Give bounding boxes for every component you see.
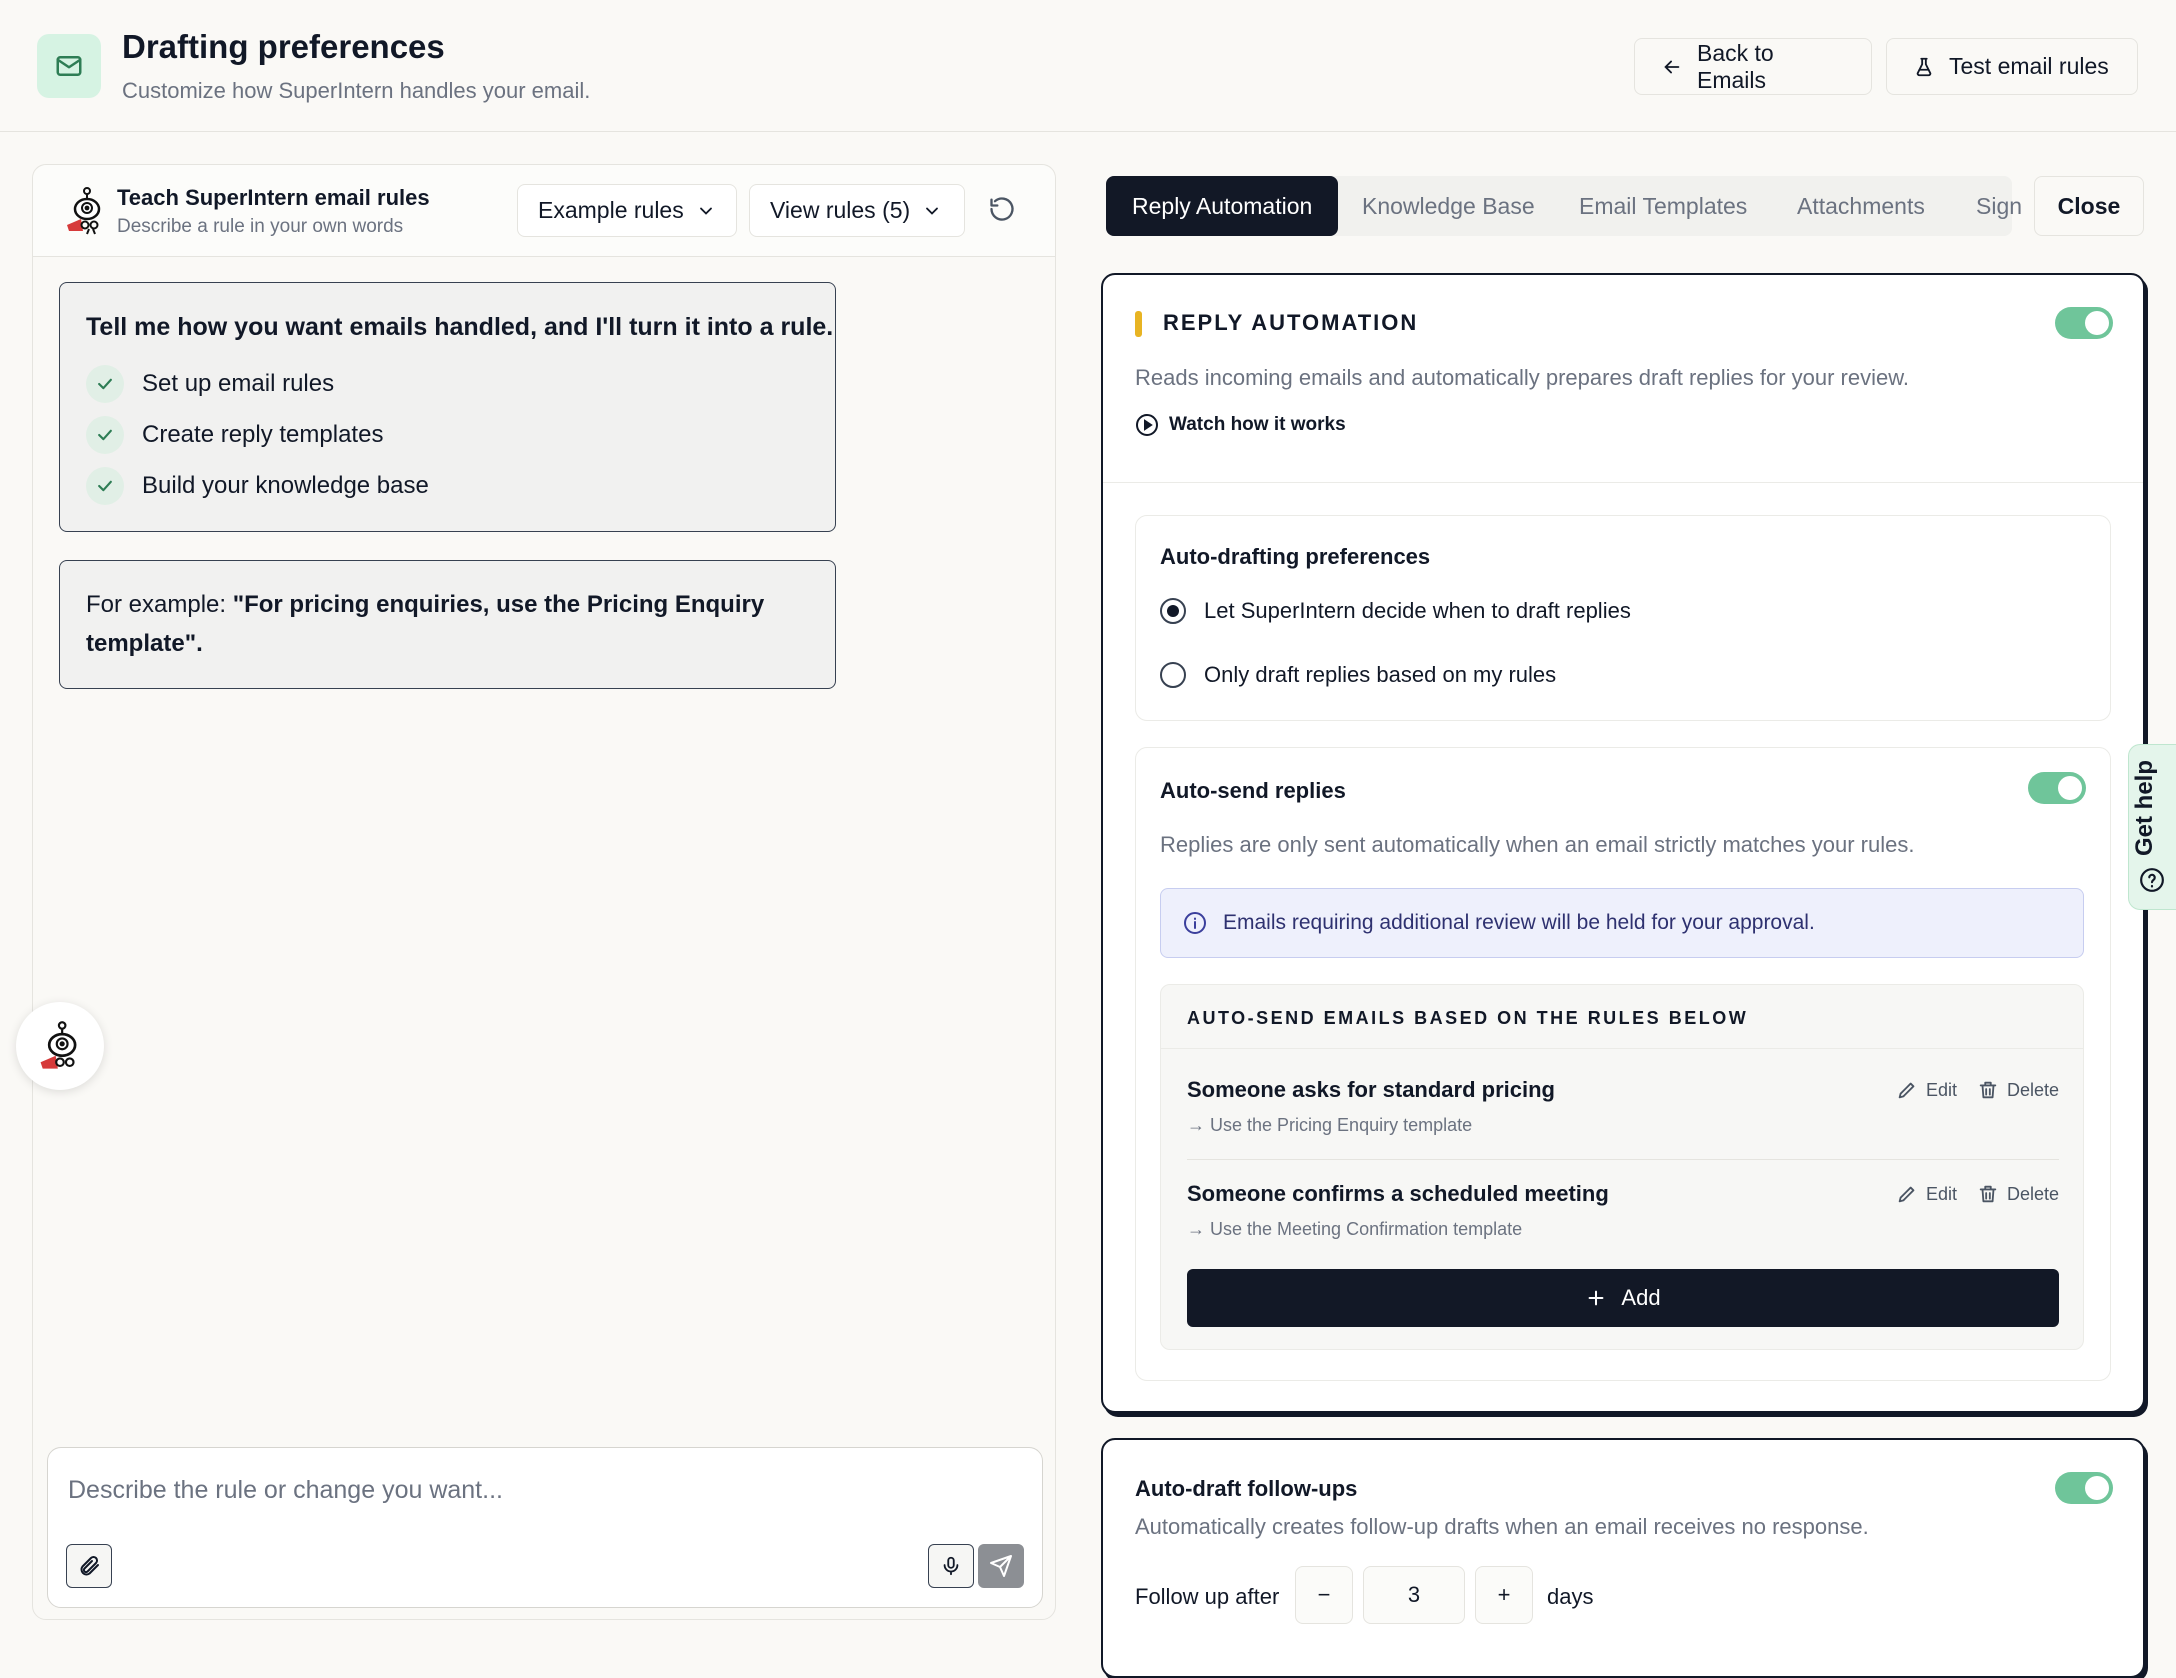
days-unit-label: days <box>1547 1584 1594 1609</box>
auto-drafting-title: Auto-drafting preferences <box>1160 544 1431 569</box>
watch-how-it-works-label: Watch how it works <box>1169 414 1346 435</box>
page-subtitle: Customize how SuperIntern handles your email. <box>122 78 591 103</box>
send-icon <box>989 1554 1013 1578</box>
close-button[interactable]: Close <box>2034 176 2144 236</box>
example-quote: "For pricing enquiries, use the Pricing Enquiry template". <box>86 591 765 657</box>
microphone-icon <box>940 1555 962 1577</box>
check-icon <box>86 365 124 403</box>
example-rules-label: Example rules <box>538 197 684 223</box>
delete-label: Delete <box>2006 1183 2059 1204</box>
trash-icon <box>1977 1183 1999 1205</box>
rules-list-header: AUTO-SEND EMAILS BASED ON THE RULES BELOW <box>1161 985 2083 1049</box>
intro-message-title: Tell me how you want emails handled, and I'll turn it into a rule. <box>86 313 834 341</box>
arrow-left-icon <box>1661 56 1683 78</box>
trash-icon <box>1977 1079 1999 1101</box>
delete-rule-button[interactable] <box>1977 1183 2059 1205</box>
chat-title: Teach SuperIntern email rules <box>117 185 430 210</box>
example-prefix: For example: <box>86 591 233 618</box>
edit-rule-button[interactable] <box>1896 1183 1957 1205</box>
rule-action: → Use the Meeting Confirmation template <box>1187 1219 1523 1239</box>
tab-knowledge-base[interactable]: Knowledge Base <box>1362 192 1535 219</box>
auto-send-description: Replies are only sent automatically when an email strictly matches your rules. <box>1160 832 1915 857</box>
reply-automation-description: Reads incoming emails and automatically prepares draft replies for your review. <box>1135 365 1910 390</box>
intro-message-card <box>59 282 836 532</box>
flask-icon <box>1913 56 1935 78</box>
checklist-item <box>86 416 383 454</box>
delete-rule-button[interactable] <box>1977 1079 2059 1101</box>
rule-action: → Use the Pricing Enquiry template <box>1187 1115 1473 1135</box>
increment-button[interactable]: + <box>1475 1566 1533 1624</box>
pencil-icon <box>1896 1183 1918 1205</box>
voice-input-button[interactable] <box>928 1544 974 1588</box>
page-title: Drafting preferences <box>122 28 445 65</box>
follow-up-days-input[interactable]: 3 <box>1363 1566 1465 1624</box>
rule-title: Someone confirms a scheduled meeting <box>1187 1181 1609 1206</box>
follow-ups-card <box>1101 1438 2145 1678</box>
radio-option-label: Only draft replies based on my rules <box>1204 662 1557 687</box>
test-email-rules-label: Test email rules <box>1949 53 2109 79</box>
tab-email-templates[interactable]: Email Templates <box>1579 192 1748 219</box>
radio-button[interactable] <box>1160 598 1186 624</box>
example-message-card <box>59 560 836 689</box>
reset-chat-icon[interactable] <box>988 195 1018 225</box>
pencil-icon <box>1896 1079 1918 1101</box>
radio-option-rules-only[interactable] <box>1160 662 1556 688</box>
checklist-item-label: Set up email rules <box>142 370 335 397</box>
chat-header <box>33 165 1055 257</box>
auto-send-rules-list <box>1160 984 2084 1350</box>
paperclip-icon <box>77 1554 101 1578</box>
follow-up-after-label: Follow up after <box>1135 1584 1280 1609</box>
rule-title: Someone asks for standard pricing <box>1187 1077 1555 1102</box>
tab-attachments[interactable]: Attachments <box>1797 192 1925 219</box>
edit-label: Edit <box>1925 1079 1957 1100</box>
radio-button[interactable] <box>1160 662 1186 688</box>
follow-ups-toggle[interactable] <box>2055 1472 2113 1504</box>
follow-ups-title: Auto-draft follow-ups <box>1135 1476 1358 1501</box>
auto-send-card <box>1135 747 2111 1381</box>
view-rules-dropdown[interactable] <box>749 184 965 237</box>
rule-item <box>1187 1181 2059 1240</box>
attach-button[interactable] <box>66 1544 112 1588</box>
reply-automation-header <box>1103 275 2143 483</box>
add-rule-label: Add <box>1621 1285 1661 1310</box>
decrement-button[interactable]: − <box>1295 1566 1353 1624</box>
check-icon <box>86 416 124 454</box>
approval-info-text: Emails requiring additional review will be held for your approval. <box>1223 911 1815 934</box>
get-help-label[interactable]: Get help <box>2131 759 2158 856</box>
chat-subtitle: Describe a rule in your own words <box>117 216 404 237</box>
example-rules-dropdown[interactable] <box>517 184 737 237</box>
checklist-item-label: Build your knowledge base <box>142 472 429 499</box>
radio-option-label: Let SuperIntern decide when to draft replies <box>1204 598 1631 623</box>
auto-send-toggle[interactable] <box>2028 772 2086 804</box>
delete-label: Delete <box>2006 1079 2059 1100</box>
robot-avatar-icon <box>36 1019 84 1073</box>
checklist-item-label: Create reply templates <box>142 421 384 448</box>
chevron-down-icon <box>696 201 716 221</box>
reply-automation-card <box>1101 273 2145 1413</box>
follow-ups-description: Automatically creates follow-up drafts when an email receives no response. <box>1135 1514 1869 1539</box>
auto-drafting-card <box>1135 515 2111 721</box>
checklist-item <box>86 365 334 403</box>
plus-icon <box>1585 1287 1607 1309</box>
rules-chat-panel <box>32 164 1056 1620</box>
assistant-bubble[interactable] <box>16 1002 104 1090</box>
rule-item <box>1187 1077 2059 1136</box>
add-rule-button[interactable] <box>1187 1269 2059 1327</box>
top-bar <box>0 0 2176 132</box>
view-rules-label: View rules (5) <box>770 197 911 223</box>
check-icon <box>86 467 124 505</box>
back-to-emails-label: Back to Emails <box>1697 39 1774 93</box>
rule-divider <box>1187 1159 2059 1160</box>
test-email-rules-button[interactable] <box>1886 38 2138 95</box>
back-to-emails-button[interactable] <box>1634 38 1872 95</box>
help-circle-icon <box>2139 867 2165 893</box>
tab-reply-automation[interactable]: Reply Automation <box>1106 176 1338 236</box>
reply-automation-toggle[interactable] <box>2055 307 2113 339</box>
section-accent-bar <box>1135 311 1142 337</box>
send-button[interactable] <box>978 1544 1024 1588</box>
chevron-down-icon <box>922 201 942 221</box>
radio-option-auto-decide[interactable] <box>1160 598 1631 624</box>
auto-send-title: Auto-send replies <box>1160 778 1346 803</box>
robot-avatar-icon <box>63 185 107 235</box>
mail-icon <box>37 34 101 98</box>
edit-label: Edit <box>1925 1183 1957 1204</box>
checklist-item <box>86 467 429 505</box>
tab-signature[interactable]: Sign <box>1976 192 2023 219</box>
message-input-placeholder[interactable]: Describe the rule or change you want... <box>68 1476 503 1504</box>
info-icon <box>1183 911 1207 935</box>
settings-tabs <box>1106 176 2023 236</box>
message-composer[interactable] <box>47 1447 1043 1608</box>
approval-info-banner <box>1160 888 2084 958</box>
reply-automation-title: REPLY AUTOMATION <box>1163 310 1419 335</box>
watch-how-it-works-link[interactable] <box>1135 413 1346 437</box>
play-circle-icon <box>1135 413 1159 437</box>
edit-rule-button[interactable] <box>1896 1079 1957 1101</box>
